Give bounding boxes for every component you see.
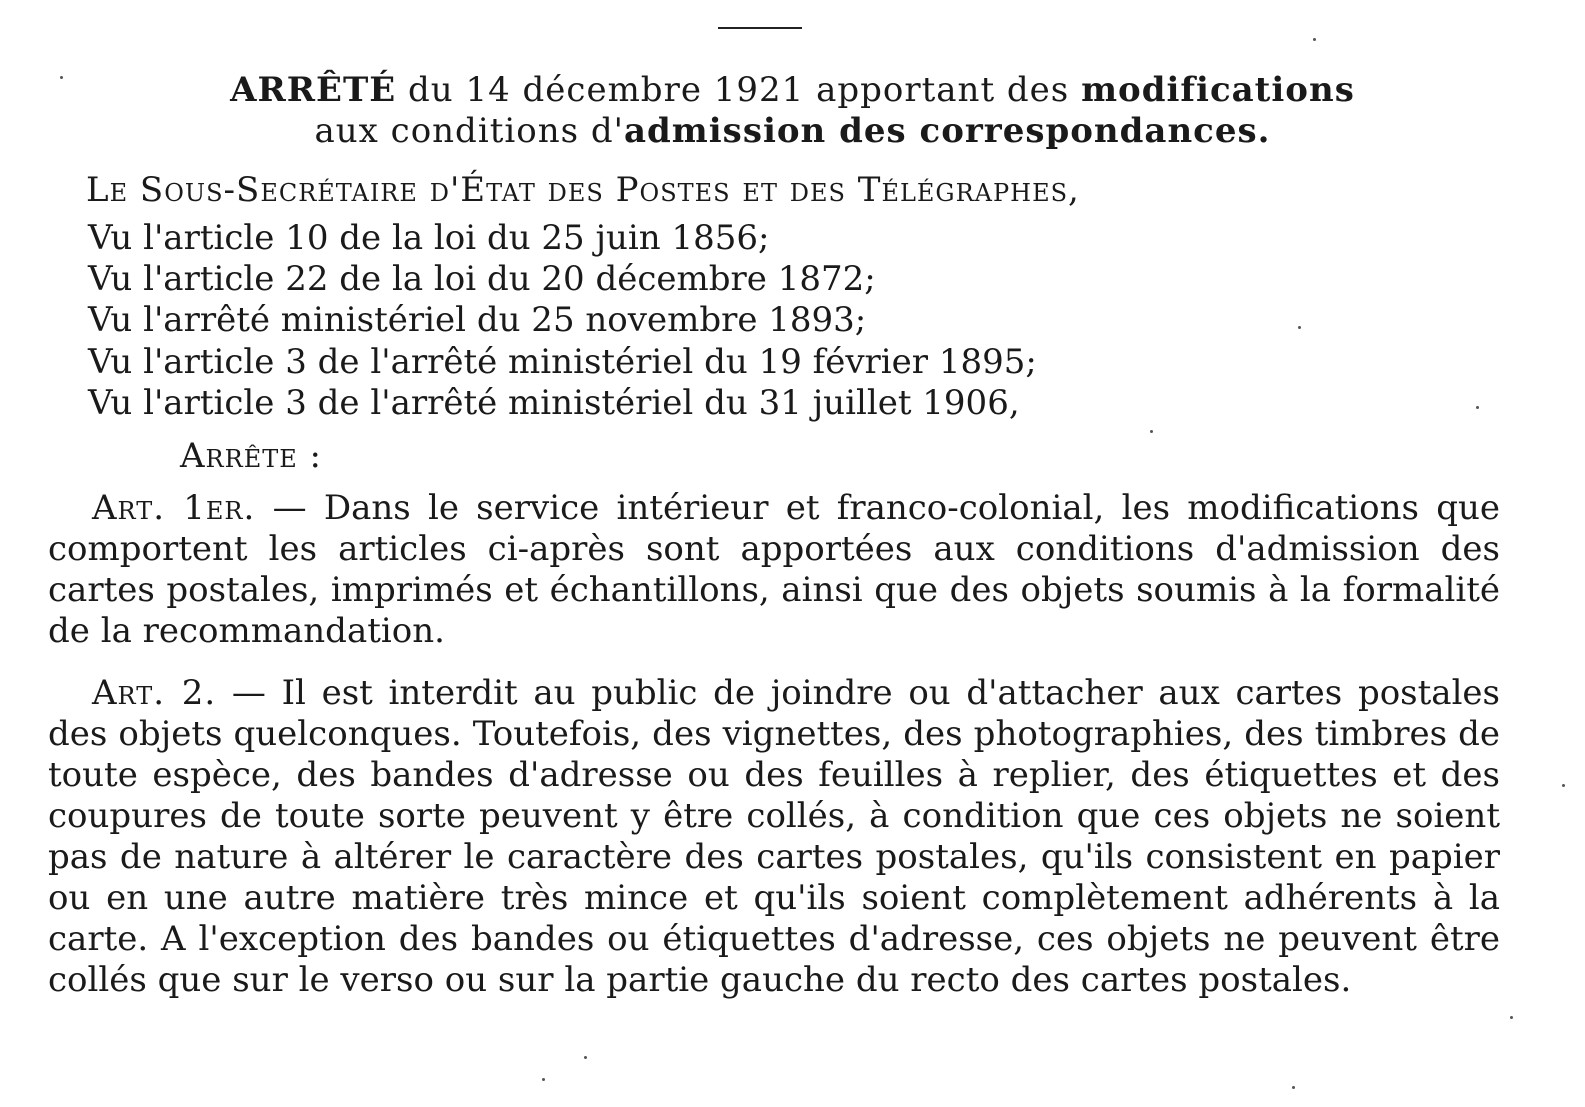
arrete-heading: Arrête : <box>180 436 323 476</box>
authority-line: Le Sous-Secrétaire d'État des Postes et des Télégraphes, <box>86 170 1080 210</box>
article-2-text: — Il est interdit au public de joindre ou d'attacher aux cartes postales des objets quelconques. Toutefois, des vignettes, des photographies, des timbres de toute espèce, des bandes d'adresse ou des feuilles à replier, des étiquettes et des coupures de toute sorte peuvent y être collés, à condition que ces objets ne soient pas de nature à altérer le caractère des cartes postales, qu'ils consistent en papier ou en une autre matière très mince et qu'ils soient complètement adhérents à la carte. A l'exception des bandes ou étiquettes d'adresse, ces objets ne peuvent être collés que sur le verso ou sur la partie gauche du recto des cartes postales. <box>48 673 1501 1000</box>
speck <box>1562 784 1565 787</box>
article-2 <box>48 673 1500 1001</box>
speck <box>1292 1086 1295 1089</box>
title-conditions: aux conditions d' <box>314 111 624 151</box>
speck <box>1298 326 1301 329</box>
article-2-label: Art. 2. <box>92 673 217 713</box>
vu-line-1: Vu l'article 10 de la loi du 25 juin 1856; <box>88 218 770 258</box>
title-admission: admission des correspondances. <box>623 111 1271 151</box>
speck <box>1476 406 1479 409</box>
article-1-label: Art. 1er. <box>92 488 256 528</box>
vu-line-3: Vu l'arrêté ministériel du 25 novembre 1893; <box>88 300 867 340</box>
vu-line-2: Vu l'article 22 de la loi du 20 décembre 1872; <box>88 259 876 299</box>
speck <box>60 76 63 79</box>
speck <box>1313 38 1316 41</box>
vu-line-5: Vu l'article 3 de l'arrêté ministériel du 31 juillet 1906, <box>88 383 1020 423</box>
title-arrete: ARRÊTÉ <box>230 70 397 110</box>
speck <box>1510 1016 1513 1019</box>
title-line-1 <box>0 70 1585 110</box>
vu-line-4: Vu l'article 3 de l'arrêté ministériel du 19 février 1895; <box>88 342 1037 382</box>
speck <box>584 1056 587 1059</box>
speck <box>1150 430 1153 433</box>
title-line-2 <box>0 111 1585 151</box>
title-modifications: modifications <box>1081 70 1355 110</box>
article-1-text: — Dans le service intérieur et franco-colonial, les modifications que comportent les articles ci-après sont apportées aux conditions d'admission des cartes postales, imprimés et échantillons, ainsi que des objets soumis à la formalité de la recommandation. <box>48 488 1500 651</box>
speck <box>542 1078 545 1081</box>
top-rule <box>718 27 802 29</box>
title-date: du 14 décembre 1921 apportant des <box>396 70 1082 110</box>
article-1 <box>48 488 1500 652</box>
